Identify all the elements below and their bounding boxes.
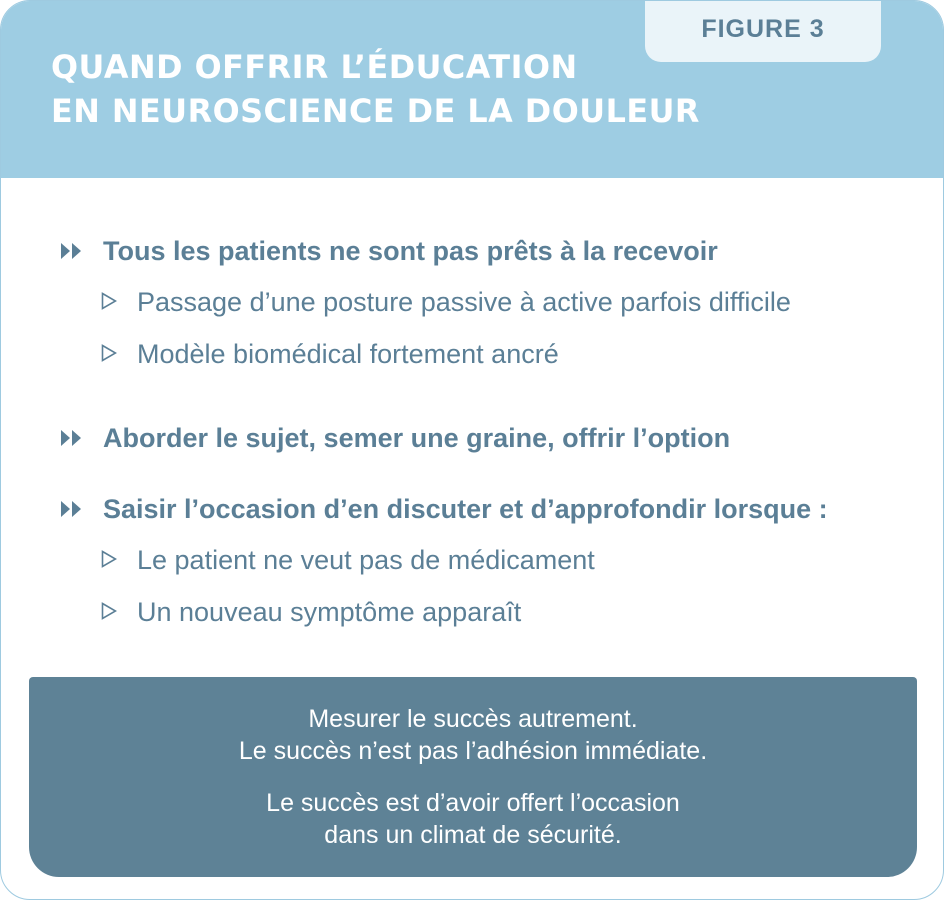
list-item-text: Modèle biomédical fortement ancré (137, 339, 559, 369)
figure-title (51, 45, 704, 133)
triangle-outline-icon (101, 344, 117, 362)
takeaway-line: Le succès n’est pas l’adhésion immédiate. (238, 737, 708, 765)
takeaway-paragraph-1 (29, 703, 917, 767)
list-item-text: Un nouveau symptôme apparaît (137, 597, 522, 627)
section-heading-text: Tous les patients ne sont pas prêts à la recevoir (103, 236, 718, 266)
section-heading-text: Saisir l’occasion d’en discuter et d’approfondir lorsque : (103, 494, 828, 524)
double-chevron-icon (61, 430, 83, 446)
section-heading-text: Aborder le sujet, semer une graine, offrir l’option (103, 423, 731, 453)
takeaway-line: Le succès est d’avoir offert l’occasion (266, 789, 680, 817)
triangle-outline-icon (101, 292, 117, 310)
figure-label-tab: FIGURE 3 (645, 1, 881, 62)
double-chevron-icon (61, 501, 83, 517)
title-line-1: QUAND OFFRIR L’ÉDUCATION (51, 48, 578, 86)
triangle-outline-icon (101, 602, 117, 620)
takeaway-box (29, 677, 917, 877)
takeaway-line: dans un climat de sécurité. (324, 821, 622, 849)
takeaway-line: Mesurer le succès autrement. (308, 705, 638, 733)
title-line-2: EN NEUROSCIENCE DE LA DOULEUR (51, 92, 700, 130)
takeaway-paragraph-2 (29, 787, 917, 851)
double-chevron-icon (61, 243, 83, 259)
triangle-outline-icon (101, 550, 117, 568)
list-item-text: Le patient ne veut pas de médicament (137, 545, 595, 575)
list-item-text: Passage d’une posture passive à active parfois difficile (137, 287, 791, 317)
